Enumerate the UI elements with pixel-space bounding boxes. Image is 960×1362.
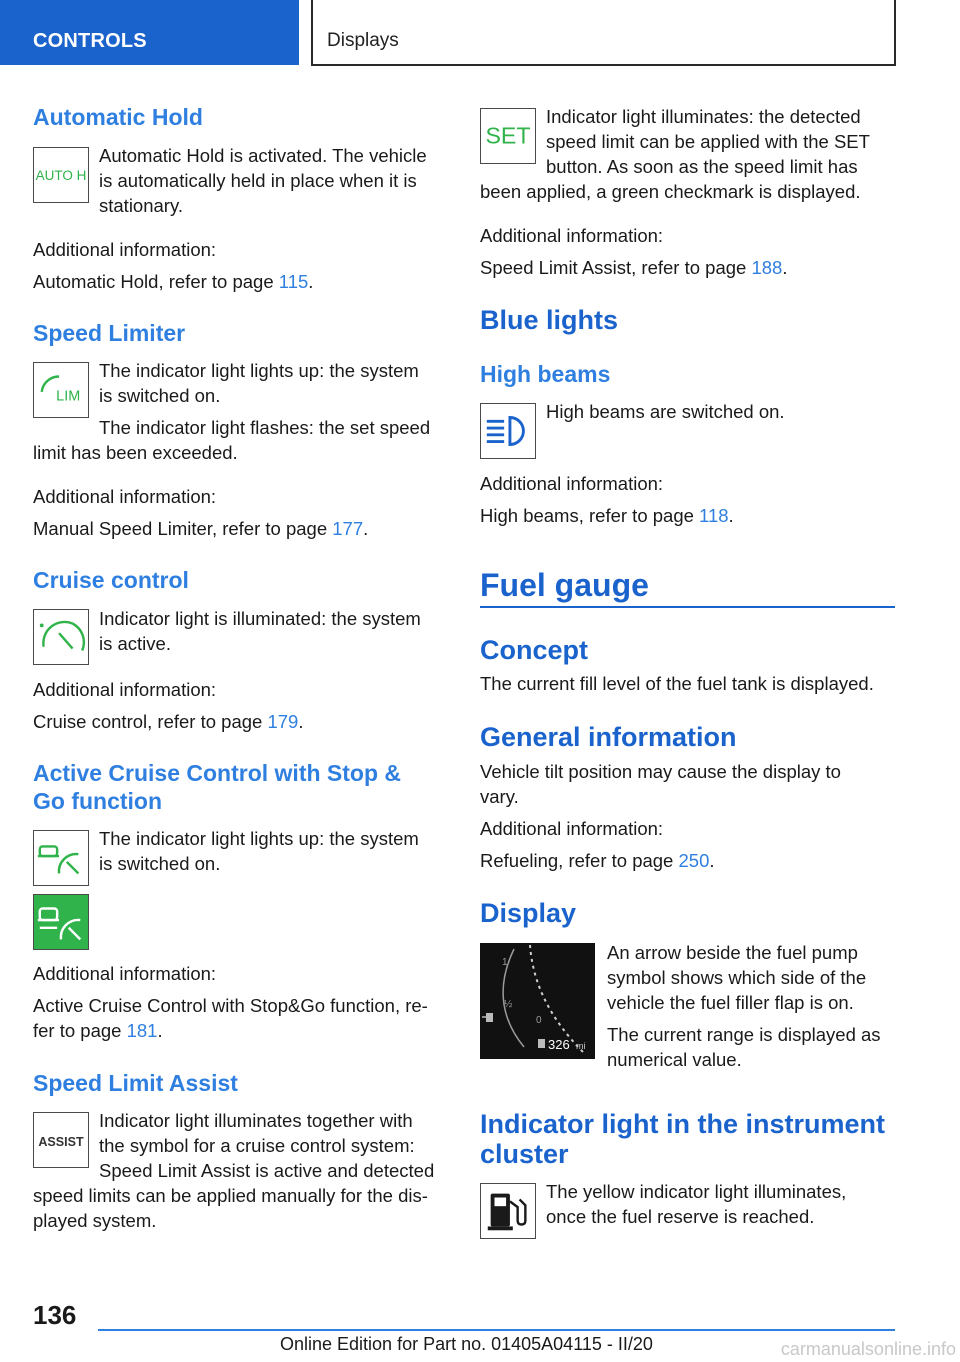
concept-heading: Concept: [480, 635, 588, 665]
blue-lights-heading: Blue lights: [480, 305, 619, 335]
watermark: carmanualsonline.info: [780, 1339, 956, 1359]
sla-icon: [33, 1112, 89, 1168]
cruise-control-desc-2: is active.: [99, 633, 171, 654]
footer-edition: Online Edition for Part no. 01405A04115 - II/20: [280, 1334, 653, 1354]
auto-hold-desc-1: Automatic Hold is activated. The vehicle: [99, 145, 427, 166]
auto-hold-page-link[interactable]: 115: [278, 271, 309, 292]
sla-heading: Speed Limit Assist: [33, 1070, 238, 1096]
display-desc-3: vehicle the fuel filler flap is on.: [607, 992, 854, 1013]
display-heading: Display: [480, 898, 577, 928]
acc-page-link[interactable]: 181: [126, 1020, 158, 1041]
high-beams-reference: High beams, refer to page 118.: [480, 505, 734, 526]
set-icon-text: SET: [485, 122, 531, 149]
cruise-control-page-link[interactable]: 179: [267, 711, 299, 732]
acc-reference-line-2: fer to page 181.: [33, 1020, 163, 1041]
set-desc-2: speed limit can be applied with the SET: [546, 131, 870, 152]
header-section-label: CONTROLS: [33, 30, 147, 52]
cruise-control-icon: [33, 609, 89, 665]
fuel-gauge-heading: Fuel gauge: [480, 567, 649, 603]
speed-limiter-icon-text: LIM: [56, 388, 81, 405]
sla-desc-3: Speed Limit Assist is active and detected: [99, 1160, 435, 1181]
refueling-page-link[interactable]: 250: [678, 850, 710, 871]
fuel-gauge-rule: [480, 606, 895, 608]
speed-limiter-page-link[interactable]: 177: [332, 518, 364, 539]
indicator-desc-1: The yellow indicator light illuminates,: [546, 1181, 847, 1202]
general-info-heading: General information: [480, 722, 737, 752]
auto-hold-icon-text: AUTO H: [35, 167, 87, 183]
sla-icon-text: ASSIST: [38, 1134, 84, 1149]
display-desc-2: symbol shows which side of the: [607, 967, 867, 988]
auto-hold-reference: Automatic Hold, refer to page 115.: [33, 271, 314, 292]
speed-limiter-desc-3: The indicator light flashes: the set speed: [99, 417, 431, 438]
svg-text:0: 0: [536, 1015, 542, 1026]
set-reference: Speed Limit Assist, refer to page 188.: [480, 257, 788, 278]
display-desc-1: An arrow beside the fuel pump: [607, 942, 858, 963]
auto-hold-heading: Automatic Hold: [33, 104, 203, 130]
svg-text:1: 1: [502, 957, 508, 968]
cruise-control-reference: Cruise control, refer to page 179.: [33, 711, 304, 732]
auto-hold-desc-2: is automatically held in place when it is: [99, 170, 417, 191]
high-beams-heading: High beams: [480, 361, 611, 387]
cruise-control-heading: Cruise control: [33, 567, 189, 593]
sla-desc-5: played system.: [33, 1210, 157, 1231]
footer-rule: [98, 1329, 895, 1331]
set-desc-1: Indicator light illuminates: the detected: [546, 106, 861, 127]
speed-limiter-desc-4: limit has been exceeded.: [33, 442, 238, 463]
speed-limiter-desc-2: is switched on.: [99, 385, 221, 406]
high-beams-icon: [480, 403, 536, 459]
speed-limiter-add-info: Additional information:: [33, 486, 217, 507]
set-desc-4: been applied, a green checkmark is displayed.: [480, 181, 861, 202]
auto-hold-add-info: Additional information:: [33, 239, 217, 260]
sla-desc-4: speed limits can be applied manually for the dis-: [33, 1185, 428, 1206]
general-info-desc-2: vary.: [480, 786, 519, 807]
display-desc-4: The current range is displayed as: [607, 1024, 881, 1045]
speed-limiter-heading: Speed Limiter: [33, 320, 186, 346]
set-add-info: Additional information:: [480, 225, 664, 246]
high-beams-add-info: Additional information:: [480, 473, 664, 494]
svg-text:½: ½: [504, 999, 513, 1010]
fuel-range-value: 326: [548, 1037, 570, 1052]
sla-desc-1: Indicator light illuminates together with: [99, 1110, 413, 1131]
acc-desc-1: The indicator light lights up: the system: [99, 828, 419, 849]
general-info-desc-1: Vehicle tilt position may cause the display to: [480, 761, 841, 782]
header-chapter-box: [311, 0, 896, 66]
svg-text:mi: mi: [576, 1041, 586, 1051]
set-desc-3: button. As soon as the speed limit has: [546, 156, 858, 177]
header-chapter-label: Displays: [327, 30, 399, 51]
auto-hold-icon: [33, 147, 89, 203]
acc-green-icon: [33, 894, 89, 950]
high-beams-page-link[interactable]: 118: [699, 505, 729, 526]
speed-limiter-reference: Manual Speed Limiter, refer to page 177.: [33, 518, 369, 539]
general-info-add-info: Additional information:: [480, 818, 664, 839]
set-page-link[interactable]: 188: [751, 257, 783, 278]
acc-heading-line-1: Active Cruise Control with Stop &: [33, 760, 402, 786]
indicator-heading-line-1: Indicator light in the instrument: [480, 1109, 885, 1139]
acc-icon: [33, 830, 89, 886]
cruise-control-add-info: Additional information:: [33, 679, 217, 700]
display-desc-5: numerical value.: [607, 1049, 742, 1070]
header-section-tab: [0, 0, 299, 65]
high-beams-desc: High beams are switched on.: [546, 401, 785, 422]
indicator-desc-2: once the fuel reserve is reached.: [546, 1206, 815, 1227]
cruise-control-desc-1: Indicator light is illuminated: the system: [99, 608, 421, 629]
acc-desc-2: is switched on.: [99, 853, 221, 874]
speed-limiter-icon: [33, 362, 89, 418]
page-number: 136: [33, 1300, 77, 1330]
acc-reference-line-1: Active Cruise Control with Stop&Go function, re-: [33, 995, 428, 1016]
fuel-gauge-display-image: [480, 943, 595, 1059]
acc-add-info: Additional information:: [33, 963, 217, 984]
set-icon: [480, 108, 536, 164]
sla-desc-2: the symbol for a cruise control system:: [99, 1135, 415, 1156]
fuel-pump-icon: [480, 1183, 536, 1239]
speed-limiter-desc-1: The indicator light lights up: the system: [99, 360, 419, 381]
concept-desc: The current fill level of the fuel tank is displayed.: [480, 673, 874, 694]
general-info-reference: Refueling, refer to page 250.: [480, 850, 715, 871]
indicator-heading-line-2: cluster: [480, 1139, 569, 1169]
acc-heading-line-2: Go function: [33, 788, 163, 814]
auto-hold-desc-3: stationary.: [99, 195, 183, 216]
